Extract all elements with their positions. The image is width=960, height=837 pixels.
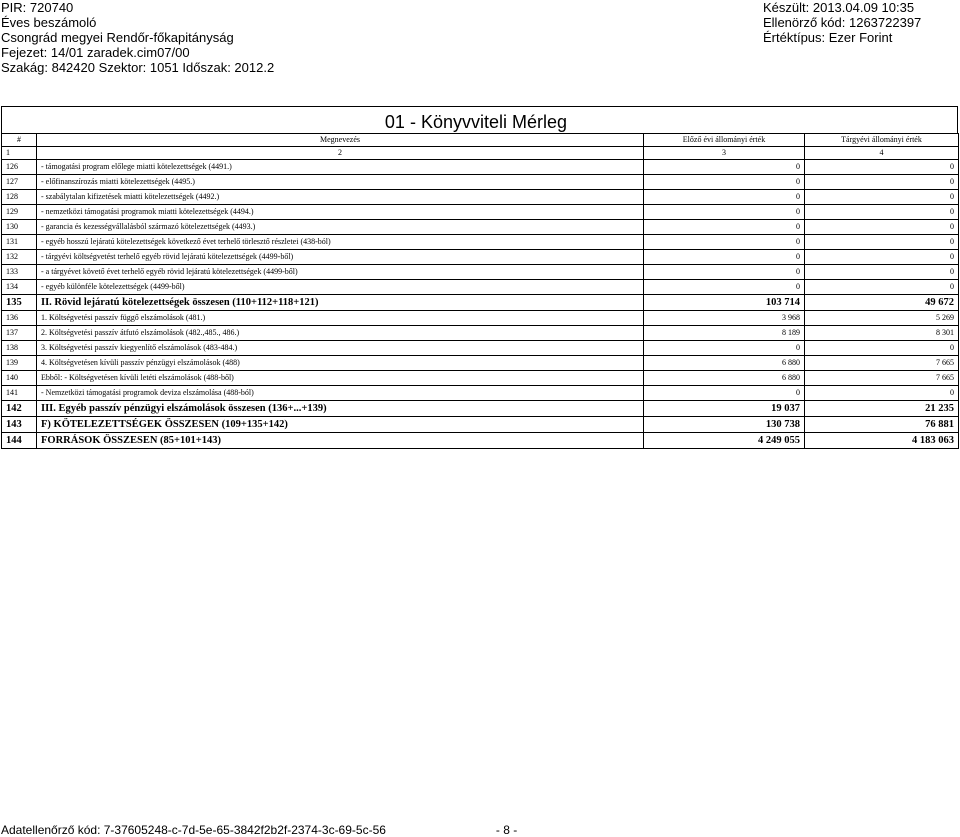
row-id: 143: [2, 417, 37, 433]
row-previous-value: 8 189: [644, 326, 805, 341]
row-id: 141: [2, 386, 37, 401]
row-previous-value: 6 880: [644, 371, 805, 386]
row-previous-value: 0: [644, 386, 805, 401]
header-row-3: [0, 30, 960, 46]
row-current-value: 0: [805, 190, 959, 205]
row-name: F) KÖTELEZETTSÉGEK ÖSSZESEN (109+135+142): [37, 417, 644, 433]
table-row: [2, 160, 959, 175]
row-id: 133: [2, 265, 37, 280]
organization-name: Csongrád megyei Rendőr-főkapitányság: [1, 30, 234, 45]
row-current-value: 49 672: [805, 295, 959, 311]
column-header-id: #: [2, 134, 37, 147]
table-row: [2, 341, 959, 356]
row-previous-value: 130 738: [644, 417, 805, 433]
page-footer: [1, 823, 517, 837]
row-previous-value: 0: [644, 220, 805, 235]
row-name: 2. Költségvetési passzív átfutó elszámolások (482.,485., 486.): [37, 326, 644, 341]
column-number-3: 3: [644, 147, 805, 160]
row-previous-value: 103 714: [644, 295, 805, 311]
row-current-value: 7 665: [805, 356, 959, 371]
row-previous-value: 0: [644, 205, 805, 220]
column-number-row: [2, 147, 959, 160]
row-id: 126: [2, 160, 37, 175]
table-row: [2, 175, 959, 190]
row-current-value: 0: [805, 341, 959, 356]
check-code: Ellenörző kód: 1263722397: [763, 15, 922, 30]
row-name: - tárgyévi költségvetést terhelő egyéb rövid lejáratú kötelezettségek (4499-ből): [37, 250, 644, 265]
row-current-value: 0: [805, 175, 959, 190]
table-row: [2, 280, 959, 295]
row-current-value: 21 235: [805, 401, 959, 417]
table-row: [2, 371, 959, 386]
row-current-value: 7 665: [805, 371, 959, 386]
row-previous-value: 19 037: [644, 401, 805, 417]
report-type: Éves beszámoló: [1, 15, 97, 30]
row-name: II. Rövid lejáratú kötelezettségek összesen (110+112+118+121): [37, 295, 644, 311]
row-id: 144: [2, 433, 37, 449]
row-previous-value: 0: [644, 175, 805, 190]
row-previous-value: 0: [644, 160, 805, 175]
row-previous-value: 0: [644, 341, 805, 356]
row-id: 135: [2, 295, 37, 311]
row-name: - egyéb hosszú lejáratú kötelezettségek következő évet terhelő törlesztő részletei (438-ból): [37, 235, 644, 250]
data-check-code: Adatellenőrző kód: 7-37605248-c-7d-5e-65-3842f2b2f-2374-3c-69-5c-56: [1, 823, 386, 837]
row-current-value: 0: [805, 205, 959, 220]
row-previous-value: 4 249 055: [644, 433, 805, 449]
row-name: 3. Költségvetési passzív kiegyenlítő elszámolások (483-484.): [37, 341, 644, 356]
column-number-1: 1: [2, 147, 37, 160]
row-previous-value: 6 880: [644, 356, 805, 371]
row-name: - a tárgyévet követő évet terhelő egyéb rövid lejáratú kötelezettségek (4499-ből): [37, 265, 644, 280]
table-row: [2, 265, 959, 280]
table-row: [2, 295, 959, 311]
table-row: [2, 386, 959, 401]
column-number-4: 4: [805, 147, 959, 160]
row-name: III. Egyéb passzív pénzügyi elszámolások összesen (136+...+139): [37, 401, 644, 417]
row-id: 142: [2, 401, 37, 417]
created-timestamp: Készült: 2013.04.09 10:35: [763, 0, 915, 15]
row-id: 136: [2, 311, 37, 326]
row-previous-value: 0: [644, 280, 805, 295]
row-name: Ebből: - Költségvetésen kívüli letéti elszámolások (488-ből): [37, 371, 644, 386]
header-row-2: [0, 15, 960, 31]
row-id: 138: [2, 341, 37, 356]
table-row: [2, 190, 959, 205]
row-current-value: 0: [805, 250, 959, 265]
row-current-value: 0: [805, 265, 959, 280]
row-id: 139: [2, 356, 37, 371]
page-number: - 8 -: [495, 823, 518, 837]
balance-sheet-table: [1, 133, 959, 449]
row-current-value: 0: [805, 235, 959, 250]
row-previous-value: 0: [644, 190, 805, 205]
row-current-value: 5 269: [805, 311, 959, 326]
row-current-value: 0: [805, 160, 959, 175]
table-row: [2, 205, 959, 220]
row-id: 129: [2, 205, 37, 220]
table-row: [2, 401, 959, 417]
table-row: [2, 433, 959, 449]
table-row: [2, 235, 959, 250]
row-current-value: 0: [805, 280, 959, 295]
table-row: [2, 356, 959, 371]
table-row: [2, 250, 959, 265]
row-name: 4. Költségvetésen kívüli passzív pénzügyi elszámolások (488): [37, 356, 644, 371]
row-previous-value: 0: [644, 265, 805, 280]
column-header-current: Tárgyévi állományi érték: [805, 134, 959, 147]
column-header-name: Megnevezés: [37, 134, 644, 147]
table-row: [2, 311, 959, 326]
row-name: - egyéb különféle kötelezettségek (4499-ből): [37, 280, 644, 295]
table-body: [2, 160, 959, 449]
row-name: 1. Költségvetési passzív függő elszámolások (481.): [37, 311, 644, 326]
row-id: 137: [2, 326, 37, 341]
row-name: - nemzetközi támogatási programok miatti kötelezettségek (4494.): [37, 205, 644, 220]
row-name: FORRÁSOK ÖSSZESEN (85+101+143): [37, 433, 644, 449]
row-id: 132: [2, 250, 37, 265]
row-previous-value: 3 968: [644, 311, 805, 326]
row-id: 130: [2, 220, 37, 235]
row-previous-value: 0: [644, 250, 805, 265]
header-row-1: [0, 0, 960, 16]
row-current-value: 0: [805, 386, 959, 401]
row-current-value: 0: [805, 220, 959, 235]
row-name: - Nemzetközi támogatási programok deviza elszámolása (488-ból): [37, 386, 644, 401]
row-name: - előfinanszírozás miatti kötelezettségek (4495.): [37, 175, 644, 190]
row-name: - támogatási program előlege miatti kötelezettségek (4491.): [37, 160, 644, 175]
column-header-previous: Előző évi állományi érték: [644, 134, 805, 147]
column-number-2: 2: [37, 147, 644, 160]
table-row: [2, 326, 959, 341]
chapter-info: Fejezet: 14/01 zaradek.cim07/00: [1, 45, 190, 60]
row-id: 127: [2, 175, 37, 190]
row-current-value: 8 301: [805, 326, 959, 341]
row-id: 140: [2, 371, 37, 386]
table-row: [2, 220, 959, 235]
row-previous-value: 0: [644, 235, 805, 250]
header-row-4: [0, 45, 960, 61]
value-type: Értéktípus: Ezer Forint: [763, 30, 893, 45]
row-name: - szabálytalan kifizetések miatti kötelezettségek (4492.): [37, 190, 644, 205]
header-row-5: [0, 60, 960, 76]
row-name: - garancia és kezességvállalásból származó kötelezettségek (4493.): [37, 220, 644, 235]
row-current-value: 4 183 063: [805, 433, 959, 449]
table-row: [2, 417, 959, 433]
balance-sheet-table-container: [1, 106, 958, 449]
row-id: 134: [2, 280, 37, 295]
table-title: 01 - Könyvviteli Mérleg: [1, 106, 958, 133]
row-id: 128: [2, 190, 37, 205]
row-id: 131: [2, 235, 37, 250]
column-header-row: [2, 134, 959, 147]
row-current-value: 76 881: [805, 417, 959, 433]
sector-info: Szakág: 842420 Szektor: 1051 Időszak: 2012.2: [1, 60, 275, 75]
pir-number: PIR: 720740: [1, 0, 74, 15]
